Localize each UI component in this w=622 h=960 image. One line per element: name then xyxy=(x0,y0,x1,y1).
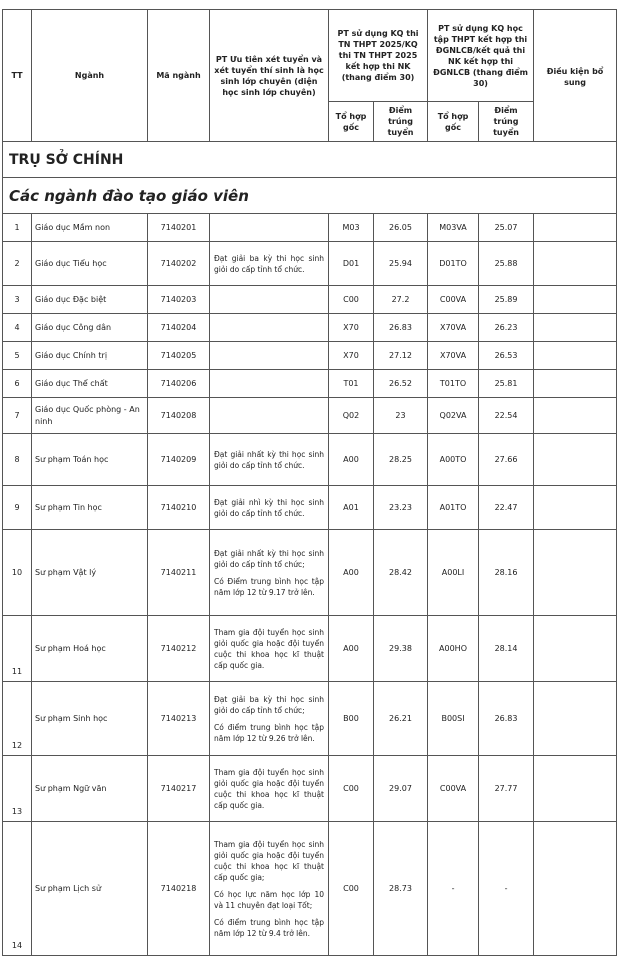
table-row xyxy=(3,214,617,242)
row-diem-1: 25.94 xyxy=(374,242,428,286)
row-nganh: Giáo dục Đặc biệt xyxy=(32,286,148,314)
row-dieu-kien xyxy=(534,530,617,616)
table-row xyxy=(3,370,617,398)
row-diem-2: 25.07 xyxy=(479,214,534,242)
table-row xyxy=(3,434,617,486)
row-diem-1: 26.52 xyxy=(374,370,428,398)
row-to-hop-goc-1: Q02 xyxy=(329,398,374,434)
row-ma-nganh: 7140212 xyxy=(148,616,210,682)
row-ma-nganh: 7140205 xyxy=(148,342,210,370)
header-pt-hoctap: PT sử dụng KQ học tập THPT kết hợp thi ĐGNLCB/kết quả thi NK kết hợp thi ĐGNLCB (thang điểm 30) xyxy=(428,10,534,102)
row-nganh: Sư phạm Ngữ văn xyxy=(32,756,148,822)
row-condition xyxy=(210,756,329,822)
row-tt: 14 xyxy=(3,822,32,956)
condition-text: Tham gia đội tuyển học sinh giỏi quốc gia hoặc đội tuyển cuộc thi khoa học kĩ thuật cấp quốc gia; xyxy=(214,839,324,882)
row-diem-1: 26.83 xyxy=(374,314,428,342)
table-body xyxy=(3,214,617,956)
row-tt: 3 xyxy=(3,286,32,314)
row-condition xyxy=(210,242,329,286)
row-tt: 9 xyxy=(3,486,32,530)
row-diem-1: 26.21 xyxy=(374,682,428,756)
condition-text: Đạt giải nhì kỳ thi học sinh giỏi do cấp tỉnh tổ chức. xyxy=(214,497,324,518)
row-ma-nganh: 7140204 xyxy=(148,314,210,342)
row-to-hop-goc-2: C00VA xyxy=(428,286,479,314)
row-diem-1: 28.42 xyxy=(374,530,428,616)
row-tt: 12 xyxy=(3,682,32,756)
row-ma-nganh: 7140209 xyxy=(148,434,210,486)
row-diem-1: 27.2 xyxy=(374,286,428,314)
row-dieu-kien xyxy=(534,370,617,398)
row-to-hop-goc-1: A00 xyxy=(329,616,374,682)
row-ma-nganh: 7140202 xyxy=(148,242,210,286)
row-diem-2: 25.88 xyxy=(479,242,534,286)
section-main-title: TRỤ SỞ CHÍNH xyxy=(3,142,617,178)
table-row xyxy=(3,822,617,956)
condition-text: Có điểm trung bình học tập năm lớp 12 từ 9.4 trở lên. xyxy=(214,917,324,938)
row-condition xyxy=(210,682,329,756)
condition-text: Tham gia đội tuyển học sinh giỏi quốc gia hoặc đội tuyển cuộc thi khoa học kĩ thuật cấp quốc gia. xyxy=(214,767,324,810)
header-tt: TT xyxy=(3,10,32,142)
row-diem-1: 23.23 xyxy=(374,486,428,530)
table-row xyxy=(3,530,617,616)
row-dieu-kien xyxy=(534,616,617,682)
row-condition xyxy=(210,314,329,342)
row-dieu-kien xyxy=(534,434,617,486)
row-to-hop-goc-2: X70VA xyxy=(428,314,479,342)
table-row xyxy=(3,682,617,756)
condition-text: Có học lực năm học lớp 10 và 11 chuyên đạt loại Tốt; xyxy=(214,889,324,910)
row-diem-2: 25.89 xyxy=(479,286,534,314)
row-dieu-kien xyxy=(534,242,617,286)
row-diem-1: 23 xyxy=(374,398,428,434)
row-to-hop-goc-2: A00TO xyxy=(428,434,479,486)
row-condition xyxy=(210,486,329,530)
row-nganh: Sư phạm Lịch sử xyxy=(32,822,148,956)
row-to-hop-goc-1: C00 xyxy=(329,822,374,956)
section-main-row xyxy=(3,142,617,178)
row-tt: 8 xyxy=(3,434,32,486)
table-row xyxy=(3,756,617,822)
row-dieu-kien xyxy=(534,214,617,242)
row-nganh: Giáo dục Thể chất xyxy=(32,370,148,398)
row-tt: 1 xyxy=(3,214,32,242)
row-to-hop-goc-2: - xyxy=(428,822,479,956)
row-diem-1: 27.12 xyxy=(374,342,428,370)
row-ma-nganh: 7140203 xyxy=(148,286,210,314)
row-nganh: Giáo dục Mầm non xyxy=(32,214,148,242)
row-diem-1: 28.73 xyxy=(374,822,428,956)
row-to-hop-goc-1: A00 xyxy=(329,434,374,486)
row-diem-2: 26.53 xyxy=(479,342,534,370)
subheader-diem-2: Điểm trúng tuyển xyxy=(479,102,534,142)
row-nganh: Giáo dục Công dân xyxy=(32,314,148,342)
row-diem-2: 27.77 xyxy=(479,756,534,822)
row-ma-nganh: 7140218 xyxy=(148,822,210,956)
header-dieu-kien: Điều kiện bổ sung xyxy=(534,10,617,142)
row-to-hop-goc-1: M03 xyxy=(329,214,374,242)
row-dieu-kien xyxy=(534,682,617,756)
row-tt: 10 xyxy=(3,530,32,616)
row-to-hop-goc-1: A01 xyxy=(329,486,374,530)
row-condition xyxy=(210,214,329,242)
row-diem-1: 28.25 xyxy=(374,434,428,486)
row-tt: 2 xyxy=(3,242,32,286)
row-condition xyxy=(210,398,329,434)
row-diem-1: 29.38 xyxy=(374,616,428,682)
row-to-hop-goc-2: B00SI xyxy=(428,682,479,756)
row-nganh: Sư phạm Toán học xyxy=(32,434,148,486)
header-nganh: Ngành xyxy=(32,10,148,142)
row-to-hop-goc-1: A00 xyxy=(329,530,374,616)
row-to-hop-goc-1: X70 xyxy=(329,314,374,342)
header-pt-thpt: PT sử dụng KQ thi TN THPT 2025/KQ thi TN THPT 2025 kết hợp thi NK (thang điểm 30) xyxy=(329,10,428,102)
section-teacher-row xyxy=(3,178,617,214)
row-nganh: Giáo dục Chính trị xyxy=(32,342,148,370)
row-tt: 5 xyxy=(3,342,32,370)
row-diem-2: 28.16 xyxy=(479,530,534,616)
row-to-hop-goc-1: T01 xyxy=(329,370,374,398)
condition-text: Tham gia đội tuyển học sinh giỏi quốc gia hoặc đội tuyển cuộc thi khoa học kĩ thuật cấp quốc gia. xyxy=(214,627,324,670)
table-row xyxy=(3,314,617,342)
row-to-hop-goc-2: Q02VA xyxy=(428,398,479,434)
table-row xyxy=(3,486,617,530)
row-diem-1: 26.05 xyxy=(374,214,428,242)
row-nganh: Sư phạm Hoá học xyxy=(32,616,148,682)
row-diem-2: 22.54 xyxy=(479,398,534,434)
row-dieu-kien xyxy=(534,286,617,314)
row-nganh: Sư phạm Sinh học xyxy=(32,682,148,756)
row-dieu-kien xyxy=(534,314,617,342)
row-to-hop-goc-1: B00 xyxy=(329,682,374,756)
row-diem-2: 25.81 xyxy=(479,370,534,398)
row-tt: 4 xyxy=(3,314,32,342)
row-to-hop-goc-2: A00HO xyxy=(428,616,479,682)
condition-text: Đạt giải ba kỳ thi học sinh giỏi do cấp tỉnh tổ chức; xyxy=(214,694,324,715)
row-tt: 6 xyxy=(3,370,32,398)
row-diem-2: 26.83 xyxy=(479,682,534,756)
header-row xyxy=(3,10,617,102)
row-tt: 7 xyxy=(3,398,32,434)
condition-text: Có điểm trung bình học tập năm lớp 12 từ 9.26 trở lên. xyxy=(214,722,324,743)
row-nganh: Giáo dục Quốc phòng - An ninh xyxy=(32,398,148,434)
row-ma-nganh: 7140210 xyxy=(148,486,210,530)
row-ma-nganh: 7140211 xyxy=(148,530,210,616)
row-to-hop-goc-2: A01TO xyxy=(428,486,479,530)
condition-text: Đạt giải ba kỳ thi học sinh giỏi do cấp tỉnh tổ chức. xyxy=(214,253,324,274)
row-condition xyxy=(210,342,329,370)
admission-table xyxy=(2,9,617,956)
subheader-to-hop-goc-1: Tổ hợp gốc xyxy=(329,102,374,142)
row-to-hop-goc-2: D01TO xyxy=(428,242,479,286)
row-dieu-kien xyxy=(534,486,617,530)
table-row xyxy=(3,286,617,314)
row-diem-2: 28.14 xyxy=(479,616,534,682)
row-diem-2: 27.66 xyxy=(479,434,534,486)
row-to-hop-goc-1: D01 xyxy=(329,242,374,286)
table-row xyxy=(3,616,617,682)
header-pt-uu-tien: PT Ưu tiên xét tuyển và xét tuyển thí sinh là học sinh lớp chuyên (diện học sinh lớp chuyên) xyxy=(210,10,329,142)
header-ma-nganh: Mã ngành xyxy=(148,10,210,142)
row-condition xyxy=(210,616,329,682)
row-ma-nganh: 7140217 xyxy=(148,756,210,822)
row-to-hop-goc-1: C00 xyxy=(329,756,374,822)
row-to-hop-goc-1: X70 xyxy=(329,342,374,370)
row-to-hop-goc-1: C00 xyxy=(329,286,374,314)
section-teacher-title: Các ngành đào tạo giáo viên xyxy=(3,178,617,214)
table-row xyxy=(3,398,617,434)
row-diem-1: 29.07 xyxy=(374,756,428,822)
condition-text: Có Điểm trung bình học tập năm lớp 12 từ 9.17 trở lên. xyxy=(214,576,324,597)
row-to-hop-goc-2: C00VA xyxy=(428,756,479,822)
row-condition xyxy=(210,286,329,314)
row-condition xyxy=(210,530,329,616)
row-condition xyxy=(210,434,329,486)
row-ma-nganh: 7140201 xyxy=(148,214,210,242)
row-ma-nganh: 7140213 xyxy=(148,682,210,756)
row-nganh: Giáo dục Tiểu học xyxy=(32,242,148,286)
row-ma-nganh: 7140206 xyxy=(148,370,210,398)
row-nganh: Sư phạm Tin học xyxy=(32,486,148,530)
subheader-diem-1: Điểm trúng tuyển xyxy=(374,102,428,142)
table-row xyxy=(3,342,617,370)
row-diem-2: 22.47 xyxy=(479,486,534,530)
condition-text: Đạt giải nhất kỳ thi học sinh giỏi do cấp tỉnh tổ chức; xyxy=(214,548,324,569)
row-diem-2: - xyxy=(479,822,534,956)
row-dieu-kien xyxy=(534,756,617,822)
row-tt: 11 xyxy=(3,616,32,682)
row-ma-nganh: 7140208 xyxy=(148,398,210,434)
table-row xyxy=(3,242,617,286)
row-to-hop-goc-2: T01TO xyxy=(428,370,479,398)
row-nganh: Sư phạm Vật lý xyxy=(32,530,148,616)
row-dieu-kien xyxy=(534,398,617,434)
row-to-hop-goc-2: M03VA xyxy=(428,214,479,242)
row-dieu-kien xyxy=(534,342,617,370)
row-to-hop-goc-2: A00LI xyxy=(428,530,479,616)
row-dieu-kien xyxy=(534,822,617,956)
row-condition xyxy=(210,370,329,398)
subheader-to-hop-goc-2: Tổ hợp gốc xyxy=(428,102,479,142)
row-condition xyxy=(210,822,329,956)
row-to-hop-goc-2: X70VA xyxy=(428,342,479,370)
row-tt: 13 xyxy=(3,756,32,822)
condition-text: Đạt giải nhất kỳ thi học sinh giỏi do cấp tỉnh tổ chức. xyxy=(214,449,324,470)
row-diem-2: 26.23 xyxy=(479,314,534,342)
